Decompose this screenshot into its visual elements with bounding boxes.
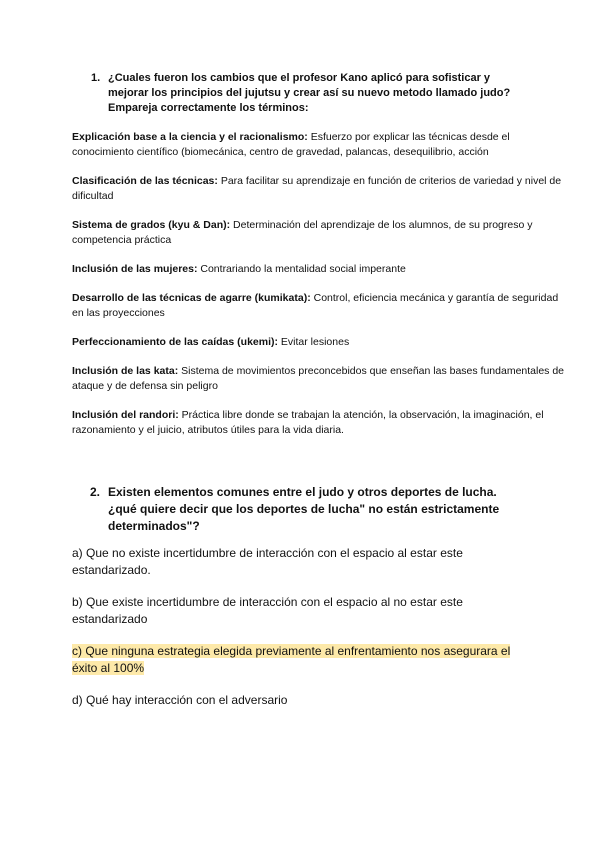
- term-item: [72, 218, 572, 248]
- term-key: Explicación base a la ciencia y el racionalismo:: [72, 131, 308, 143]
- term-item: [72, 408, 572, 438]
- question-2-number: 2.: [90, 485, 101, 499]
- term-item: [72, 291, 572, 321]
- option-text: a) Que no existe incertidumbre de interacción con el espacio al estar este estandarizado.: [72, 546, 463, 577]
- term-value: Para facilitar su aprendizaje en función de criterios de variedad y nivel de dificultad: [72, 175, 562, 202]
- term-item: [72, 262, 572, 277]
- term-key: Inclusión de las mujeres:: [72, 263, 198, 275]
- question-1-text: ¿Cuales fueron los cambios que el profesor Kano aplicó para sofisticar y mejorar los principios del jujutsu y crear así su nuevo metodo llamado judo? Empareja correctamente los términos:: [108, 72, 511, 114]
- term-key: Inclusión del randori:: [72, 409, 179, 421]
- term-key: Sistema de grados (kyu & Dan):: [72, 219, 231, 231]
- question-2: [90, 484, 528, 535]
- term-value: Determinación del aprendizaje de los alumnos, de su progreso y competencia práctica: [72, 219, 533, 246]
- option-b: [72, 594, 532, 628]
- term-item: [72, 174, 572, 204]
- term-key: Clasificación de las técnicas:: [72, 175, 218, 187]
- term-value: Evitar lesiones: [278, 336, 350, 348]
- option-text: b) Que existe incertidumbre de interacción con el espacio al no estar este estandarizado: [72, 595, 463, 626]
- term-value: Práctica libre donde se trabajan la atención, la observación, la imaginación, el razonamiento y el juicio, atributos útiles para la vida diaria.: [72, 409, 544, 436]
- term-item: [72, 335, 572, 350]
- term-key: Inclusión de las kata:: [72, 365, 179, 377]
- term-value: Contrariando la mentalidad social imperante: [197, 263, 406, 275]
- question-2-text: Existen elementos comunes entre el judo y otros deportes de lucha. ¿qué quiere decir que los deportes de lucha" no están estrictamente determinados"?: [108, 485, 500, 533]
- term-item: [72, 130, 572, 160]
- term-value: Sistema de movimientos preconcebidos que enseñan las bases fundamentales de ataque y de defensa sin peligro: [72, 365, 565, 392]
- option-a: [72, 545, 532, 579]
- option-d: [72, 692, 532, 709]
- option-text: c) Que ninguna estrategia elegida previamente al enfrentamiento nos asegurara el éxito al 100%: [72, 644, 511, 675]
- term-value: Control, eficiencia mecánica y garantía de seguridad en las proyecciones: [72, 292, 559, 319]
- term-key: Desarrollo de las técnicas de agarre (kumikata):: [72, 292, 311, 304]
- term-item: [72, 364, 572, 394]
- answer-options: [72, 545, 532, 724]
- term-value: Esfuerzo por explicar las técnicas desde el conocimiento científico (biomecánica, centro de gravedad, palancas, desequilibrio, acción: [72, 131, 510, 158]
- question-1-number: 1.: [91, 72, 101, 84]
- question-1: [91, 71, 528, 116]
- term-key: Perfeccionamiento de las caídas (ukemi):: [72, 336, 278, 348]
- option-text: d) Qué hay interacción con el adversario: [72, 693, 288, 707]
- terms-list: [72, 130, 572, 452]
- option-c-highlighted: [72, 643, 532, 677]
